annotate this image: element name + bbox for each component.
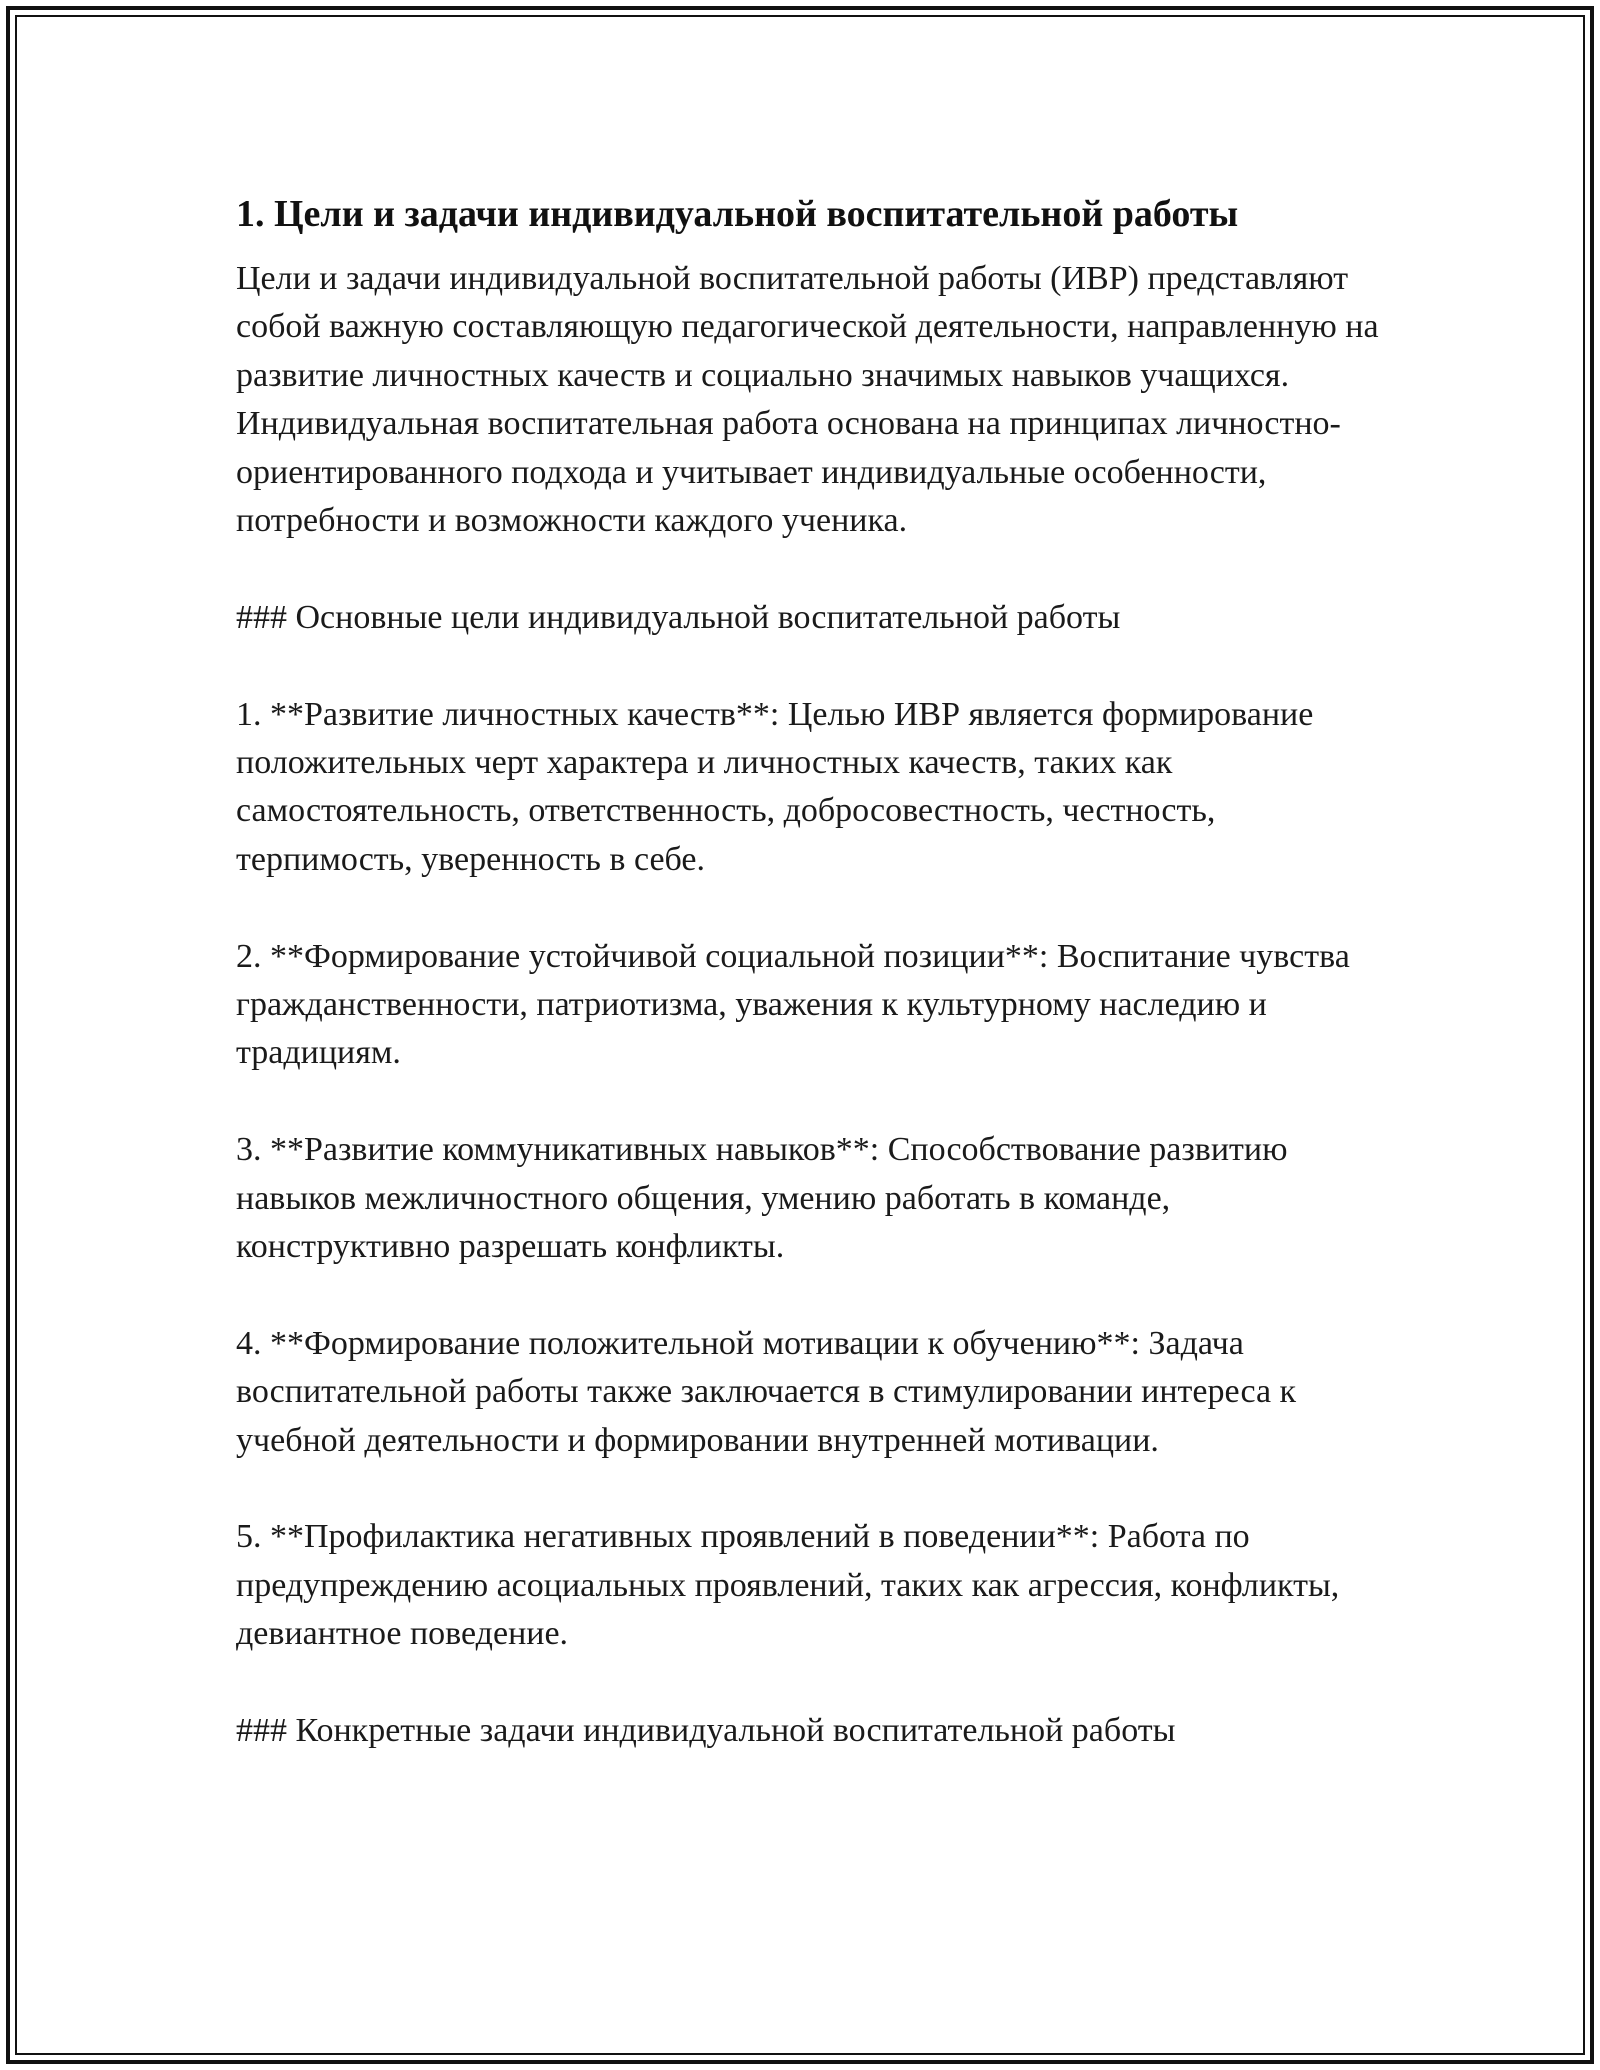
section-tasks-title: ### Конкретные задачи индивидуальной воспитательной работы (236, 1712, 1176, 1750)
intro-paragraph: Цели и задачи индивидуальной воспитательной работы (ИВР) представляют собой важную составляющую педагогической деятельности, направленную на развитие личностных качеств и социально значимых навыков учащихся. Индивидуальная воспитательная работа основана на принципах личностно-ориентированного подхода и учитывает индивидуальные особенности, потребности и возможности каждого ученика. (236, 260, 1379, 540)
section-goals-title: ### Основные цели индивидуальной воспитательной работы (236, 598, 1121, 636)
document-body (236, 186, 1386, 1755)
goal-item: 1. **Развитие личностных качеств**: Целью ИВР является формирование положительных черт характера и личностных качеств, таких как самостоятельность, ответственность, добросовестность, честность, терпимость, уверенность в себе. (236, 695, 1314, 878)
goal-item: 3. **Развитие коммуникативных навыков**: Способствование развитию навыков межличностного общения, умению работать в команде, конструктивно разрешать конфликты. (236, 1131, 1288, 1266)
goal-item: 4. **Формирование положительной мотивации к обучению**: Задача воспитательной работы также заключается в стимулировании интереса к учебной деятельности и формировании внутренней мотивации. (236, 1324, 1297, 1459)
goal-item: 2. **Формирование устойчивой социальной позиции**: Воспитание чувства гражданственности, патриотизма, уважения к культурному наследию и традициям. (236, 937, 1350, 1072)
goal-item: 5. **Профилактика негативных проявлений в поведении**: Работа по предупреждению асоциальных проявлений, таких как агрессия, конфликты, девиантное поведение. (236, 1518, 1340, 1653)
document-heading: 1. Цели и задачи индивидуальной воспитательной работы (236, 193, 1239, 235)
